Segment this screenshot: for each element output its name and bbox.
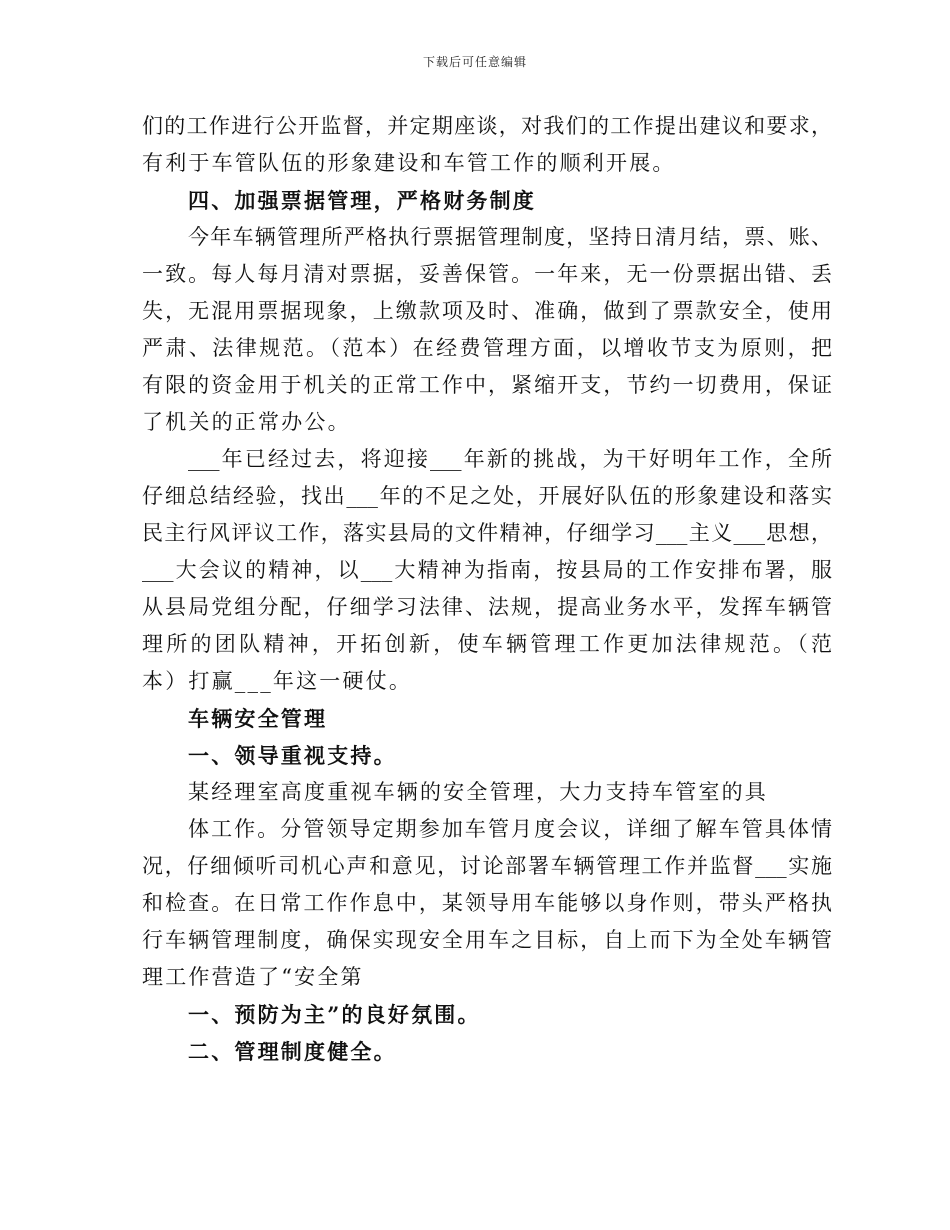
section-heading: 一、预防为主”的良好氛围。 bbox=[188, 1002, 481, 1027]
section-heading: 一、领导重视支持。 bbox=[188, 743, 397, 768]
paragraph-line: ___大会议的精神，以___大精神为指南，按县局的工作安排布署，服 bbox=[142, 558, 832, 582]
paragraph-line: 们的工作进行公开监督，并定期座谈，对我们的工作提出建议和要求， bbox=[142, 114, 832, 138]
paragraph-line: 某经理室高度重视车辆的安全管理，大力支持车管室的具 bbox=[188, 780, 768, 804]
paragraph-line: ___年已经过去，将迎接___年新的挑战，为干好明年工作，全所 bbox=[188, 447, 832, 471]
paragraph-line: 严肃、法律规范。（范本）在经费管理方面，以增收节支为原则，把 bbox=[142, 336, 832, 360]
paragraph-line: 了机关的正常办公。 bbox=[142, 410, 351, 434]
paragraph-line: 今年车辆管理所严格执行票据管理制度，坚持日清月结，票、账、 bbox=[188, 225, 832, 249]
paragraph-line: 和检查。在日常工作作息中，某领导用车能够以身作则，带头严格执 bbox=[142, 891, 832, 915]
paragraph-line: 理工作营造了“安全第 bbox=[142, 965, 364, 989]
paragraph-line: 本）打赢___年这一硬仗。 bbox=[142, 669, 413, 693]
paragraph-line: 民主行风评议工作，落实县局的文件精神，仔细学习___主义___思想， bbox=[142, 521, 832, 545]
paragraph-line: 理所的团队精神，开拓创新，使车辆管理工作更加法律规范。（范 bbox=[142, 632, 832, 656]
paragraph-line: 有限的资金用于机关的正常工作中，紧缩开支，节约一切费用，保证 bbox=[142, 373, 832, 397]
page-header: 下载后可任意编辑 bbox=[422, 55, 527, 69]
paragraph-line: 体工作。分管领导定期参加车管月度会议，详细了解车管具体情 bbox=[188, 817, 832, 841]
paragraph-line: 仔细总结经验，找出___年的不足之处，开展好队伍的形象建设和落实 bbox=[142, 484, 832, 508]
document-body bbox=[142, 108, 832, 1070]
paragraph-line: 有利于车管队伍的形象建设和车管工作的顺利开展。 bbox=[142, 151, 676, 175]
paragraph-line: 一致。每人每月清对票据，妥善保管。一年来，无一份票据出错、丢 bbox=[142, 262, 832, 286]
section-heading: 车辆安全管理 bbox=[188, 706, 328, 731]
section-heading: 四、加强票据管理，严格财务制度 bbox=[188, 188, 536, 213]
paragraph-line: 行车辆管理制度，确保实现安全用车之目标，自上而下为全处车辆管 bbox=[142, 928, 832, 952]
paragraph-line: 况，仔细倾听司机心声和意见，讨论部署车辆管理工作并监督___实施 bbox=[142, 854, 832, 878]
paragraph-line: 从县局党组分配，仔细学习法律、法规，提高业务水平，发挥车辆管 bbox=[142, 595, 832, 619]
section-heading: 二、管理制度健全。 bbox=[188, 1039, 397, 1064]
paragraph-line: 失，无混用票据现象，上缴款项及时、准确，做到了票款安全，使用 bbox=[142, 299, 832, 323]
